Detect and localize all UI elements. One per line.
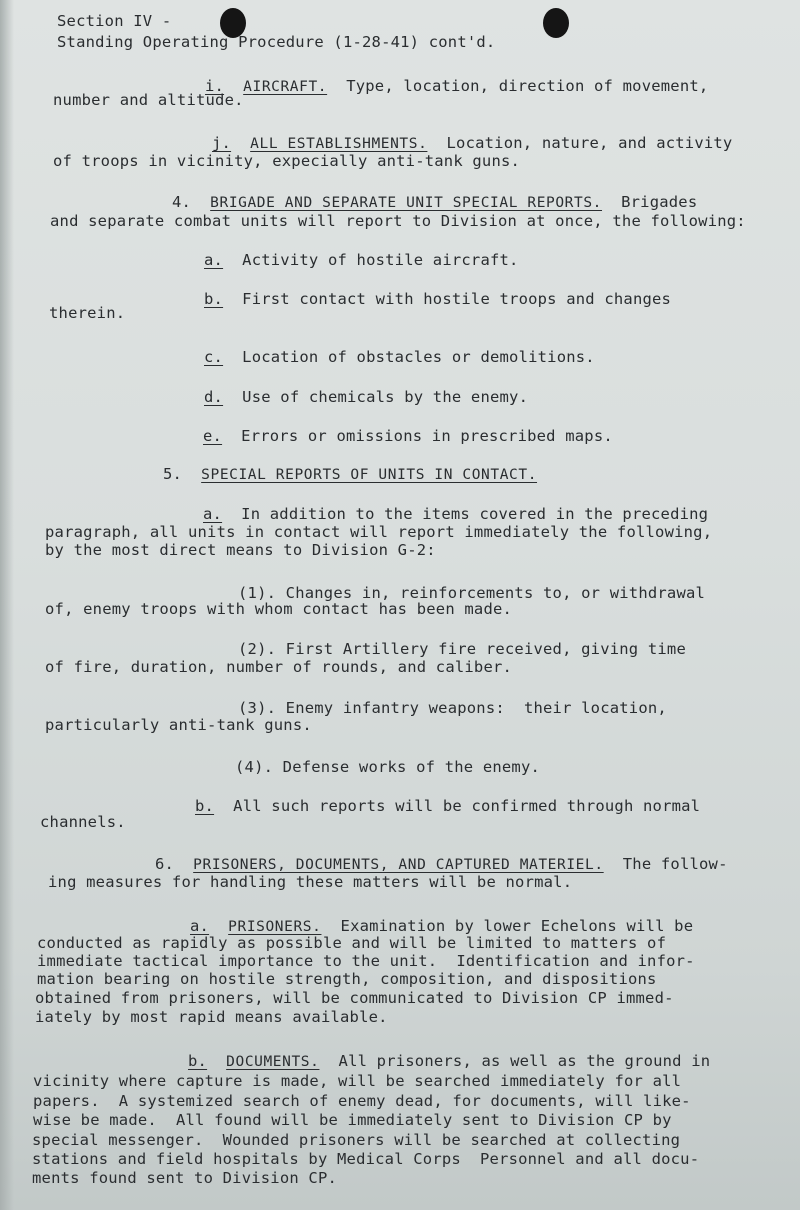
para6-a-line-2: conducted as rapidly as possible and will be limited to matters of <box>37 934 667 952</box>
para5-a-line-3: by the most direct means to Division G-2: <box>45 541 436 559</box>
para5-a-line-2: paragraph, all units in contact will report immediately the following, <box>45 523 713 541</box>
para6-b-line-5: special messenger. Wounded prisoners will be searched at collecting <box>32 1131 681 1149</box>
para6-title: PRISONERS, DOCUMENTS, AND CAPTURED MATERIEL. <box>193 857 604 873</box>
item-i-text: Type, location, direction of movement, <box>346 77 709 95</box>
para5-title: SPECIAL REPORTS OF UNITS IN CONTACT. <box>201 467 538 483</box>
para4-b-text: First contact with hostile troops and changes <box>242 290 672 308</box>
para5-number: 5. <box>163 465 183 483</box>
para4-d-text: Use of chemicals by the enemy. <box>242 388 529 406</box>
para5-sub2-line-2: of fire, duration, number of rounds, and caliber. <box>45 658 513 676</box>
para4-line-1 <box>172 193 697 212</box>
section-heading: Section IV - <box>57 12 172 30</box>
para6-b-line-6: stations and field hospitals by Medical Corps Personnel and all docu- <box>32 1150 700 1168</box>
para6-line-2: ing measures for handling these matters will be normal. <box>48 873 573 891</box>
para5-b-line-1 <box>195 797 700 815</box>
para5-sub1-line-1: (1). Changes in, reinforcements to, or withdrawal <box>238 584 706 602</box>
para5-a-text-1: In addition to the items covered in the preceding <box>241 505 709 523</box>
para4-item-e <box>203 427 613 445</box>
para4-number: 4. <box>172 193 192 211</box>
para5-a-letter: a. <box>203 505 223 523</box>
para4-e-letter: e. <box>203 427 223 445</box>
item-j-title: ALL ESTABLISHMENTS. <box>250 136 428 152</box>
para6-a-letter: a. <box>190 917 210 935</box>
para5-sub3-line-2: particularly anti-tank guns. <box>45 716 312 734</box>
para6-b-text-1: All prisoners, as well as the ground in <box>338 1052 711 1070</box>
punch-hole-right <box>543 8 569 38</box>
para6-b-line-3: papers. A systemized search of enemy dead, for documents, will like- <box>33 1092 691 1110</box>
para4-e-text: Errors or omissions in prescribed maps. <box>241 427 613 445</box>
para4-item-c <box>204 348 595 366</box>
para6-b-line-4: wise be made. All found will be immediately sent to Division CP by <box>33 1111 672 1129</box>
para6-text-1: The follow- <box>622 855 728 873</box>
para5-sub1-line-2: of, enemy troops with whom contact has been made. <box>45 600 513 618</box>
para6-b-line-1 <box>188 1052 710 1071</box>
para4-item-b-line-2: therein. <box>49 304 126 322</box>
para6-b-line-7: ments found sent to Division CP. <box>32 1169 338 1187</box>
para4-item-b <box>204 290 671 308</box>
para5-heading <box>163 465 537 484</box>
item-j-letter: j. <box>212 134 232 152</box>
para5-a-line-1 <box>203 505 708 523</box>
para6-a-title: PRISONERS. <box>228 919 322 935</box>
para4-item-a <box>204 251 519 269</box>
item-j-text: Location, nature, and activity <box>446 134 733 152</box>
item-i-title: AIRCRAFT. <box>243 79 328 95</box>
page-edge-shadow <box>0 0 14 1210</box>
para6-a-text-1: Examination by lower Echelons will be <box>340 917 694 935</box>
para6-a-line-3: immediate tactical importance to the unit. Identification and infor- <box>37 952 695 970</box>
para4-line-2: and separate combat units will report to Division at once, the following: <box>50 212 746 230</box>
para5-sub3-line-1: (3). Enemy infantry weapons: their location, <box>238 699 667 717</box>
procedure-heading: Standing Operating Procedure (1-28-41) cont'd. <box>57 33 496 51</box>
para4-text-1: Brigades <box>621 193 698 211</box>
para6-number: 6. <box>155 855 175 873</box>
para4-a-letter: a. <box>204 251 224 269</box>
para5-sub4: (4). Defense works of the enemy. <box>235 758 541 776</box>
para6-a-line-6: iately by most rapid means available. <box>35 1008 388 1026</box>
item-j-line-1 <box>212 134 732 153</box>
para6-b-title: DOCUMENTS. <box>226 1054 320 1070</box>
para6-b-letter: b. <box>188 1052 208 1070</box>
para4-title: BRIGADE AND SEPARATE UNIT SPECIAL REPORTS. <box>210 195 603 211</box>
para6-a-line-4: mation bearing on hostile strength, composition, and dispositions <box>37 970 657 988</box>
para6-line-1 <box>155 855 728 874</box>
para5-b-text-1: All such reports will be confirmed through normal <box>233 797 701 815</box>
para5-b-letter: b. <box>195 797 215 815</box>
item-j-line-2: of troops in vicinity, expecially anti-tank guns. <box>53 152 521 170</box>
para5-sub2-line-1: (2). First Artillery fire received, giving time <box>238 640 686 658</box>
item-i-line-1 <box>205 77 708 96</box>
item-i-letter: i. <box>205 77 225 95</box>
para6-b-line-2: vicinity where capture is made, will be searched immediately for all <box>33 1072 682 1090</box>
para4-a-text: Activity of hostile aircraft. <box>242 251 519 269</box>
para4-item-d <box>204 388 528 406</box>
para4-b-letter: b. <box>204 290 224 308</box>
para4-c-text: Location of obstacles or demolitions. <box>242 348 595 366</box>
para4-c-letter: c. <box>204 348 224 366</box>
para5-b-line-2: channels. <box>40 813 126 831</box>
para4-d-letter: d. <box>204 388 224 406</box>
item-i-line-2: number and altitude. <box>53 91 244 109</box>
para6-a-line-5: obtained from prisoners, will be communicated to Division CP immed- <box>35 989 674 1007</box>
